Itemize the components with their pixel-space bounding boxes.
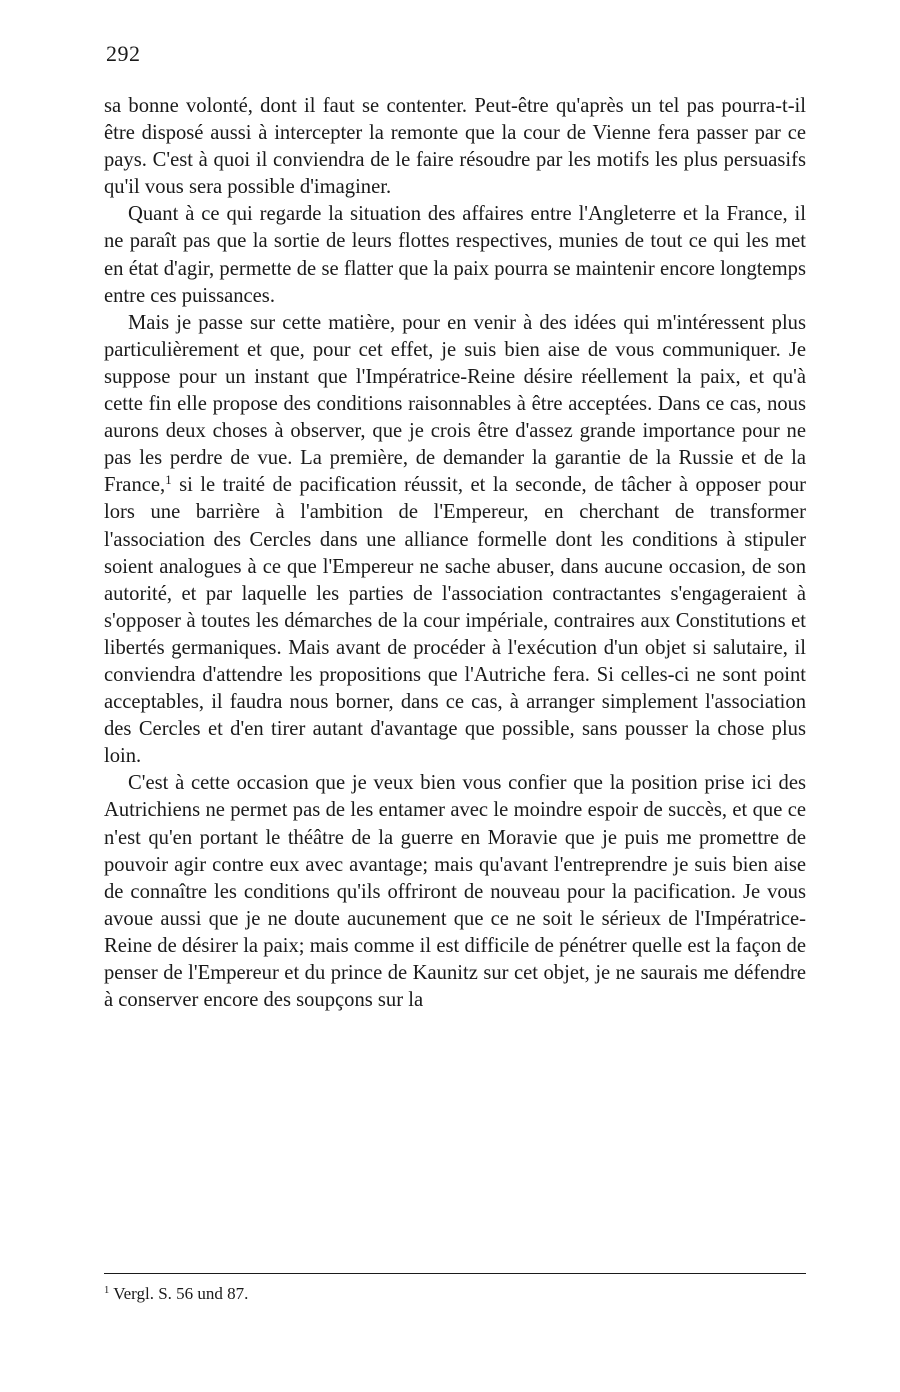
footnote-text: Vergl. S. 56 und 87. [109,1284,249,1303]
paragraph-2: Quant à ce qui regarde la situation des affaires entre l'Angleterre et la France, il ne paraît pas que la sortie de leurs flottes respectives, munies de tout ce qui les met en état d'agir, permette de se flatter que la paix pourra se maintenir encore longtemps entre ces puissances. [104,203,806,307]
footnote-divider [104,1273,806,1274]
footnote-marker: 1 [104,1285,110,1297]
footnote [104,1283,806,1305]
page-number: 292 [106,41,141,66]
footnote-reference[interactable]: 1 [165,473,172,488]
body-text [104,93,806,1014]
paragraph-4: C'est à cette occasion que je veux bien vous confier que la position prise ici des Autrichiens ne permet pas de les entamer avec le moindre espoir de succès, et que ce n'est qu'en portant le théâtre de la guerre en Moravie que je puis me promettre de pouvoir agir contre eux avec avantage; mais qu'avant l'entreprendre je suis bien aise de connaître les conditions qu'ils offriront de nouveau pour la pacification. Je vous avoue aussi que je ne doute aucunement que ce ne soit le sérieux de l'Impératrice-Reine de désirer la paix; mais comme il est difficile de pénétrer quelle est la façon de penser de l'Empereur et du prince de Kaunitz sur cet objet, je ne saurais me défendre à conserver encore des soupçons sur la [104,772,806,1012]
paragraph-3 [104,310,806,771]
paragraph-1: sa bonne volonté, dont il faut se contenter. Peut-être qu'après un tel pas pourra-t-il être disposé aussi à intercepter la remonte que la cour de Vienne fera passer par ce pays. C'est à quoi il conviendra de le faire résoudre par les motifs les plus persuasifs qu'il vous sera possible d'imaginer. [104,95,806,199]
paragraph-3-text-before-note: Mais je passe sur cette matière, pour en venir à des idées qui m'intéressent plus particulièrement et que, pour cet effet, je suis bien aise de vous communiquer. Je suppose pour un instant que l'Impératrice-Reine désire réellement la paix, et qu'à cette fin elle propose des conditions raisonnables à être acceptées. Dans ce cas, nous aurons deux choses à observer, que je crois être d'assez grande importance pour ne pas les perdre de vue. La première, de demander la garantie de la Russie et de la France, [104,311,806,497]
paragraph-3-text-after-note: si le traité de pacification réussit, et la seconde, de tâcher à opposer pour lors une barrière à l'ambition de l'Empereur, en cherchant de transformer l'association des Cercles dans une alliance formelle dont les conditions à stipuler soient analogues à ce que l'Empereur ne sache abuser, dans aucune occasion, de son autorité, et par laquelle les parties de l'association contractantes s'engageraient à s'opposer à toutes les démarches de la cour impériale, contraires aux Constitutions et libertés germaniques. Mais avant de procéder à l'exécution d'un objet si salutaire, il conviendra d'attendre les propositions que l'Autriche fera. Si celles-ci ne sont point acceptables, il faudra nous borner, dans ce cas, à arranger simplement l'association des Cercles et d'en tirer autant d'avantage que possible, sans pousser la chose plus loin. [104,474,806,768]
